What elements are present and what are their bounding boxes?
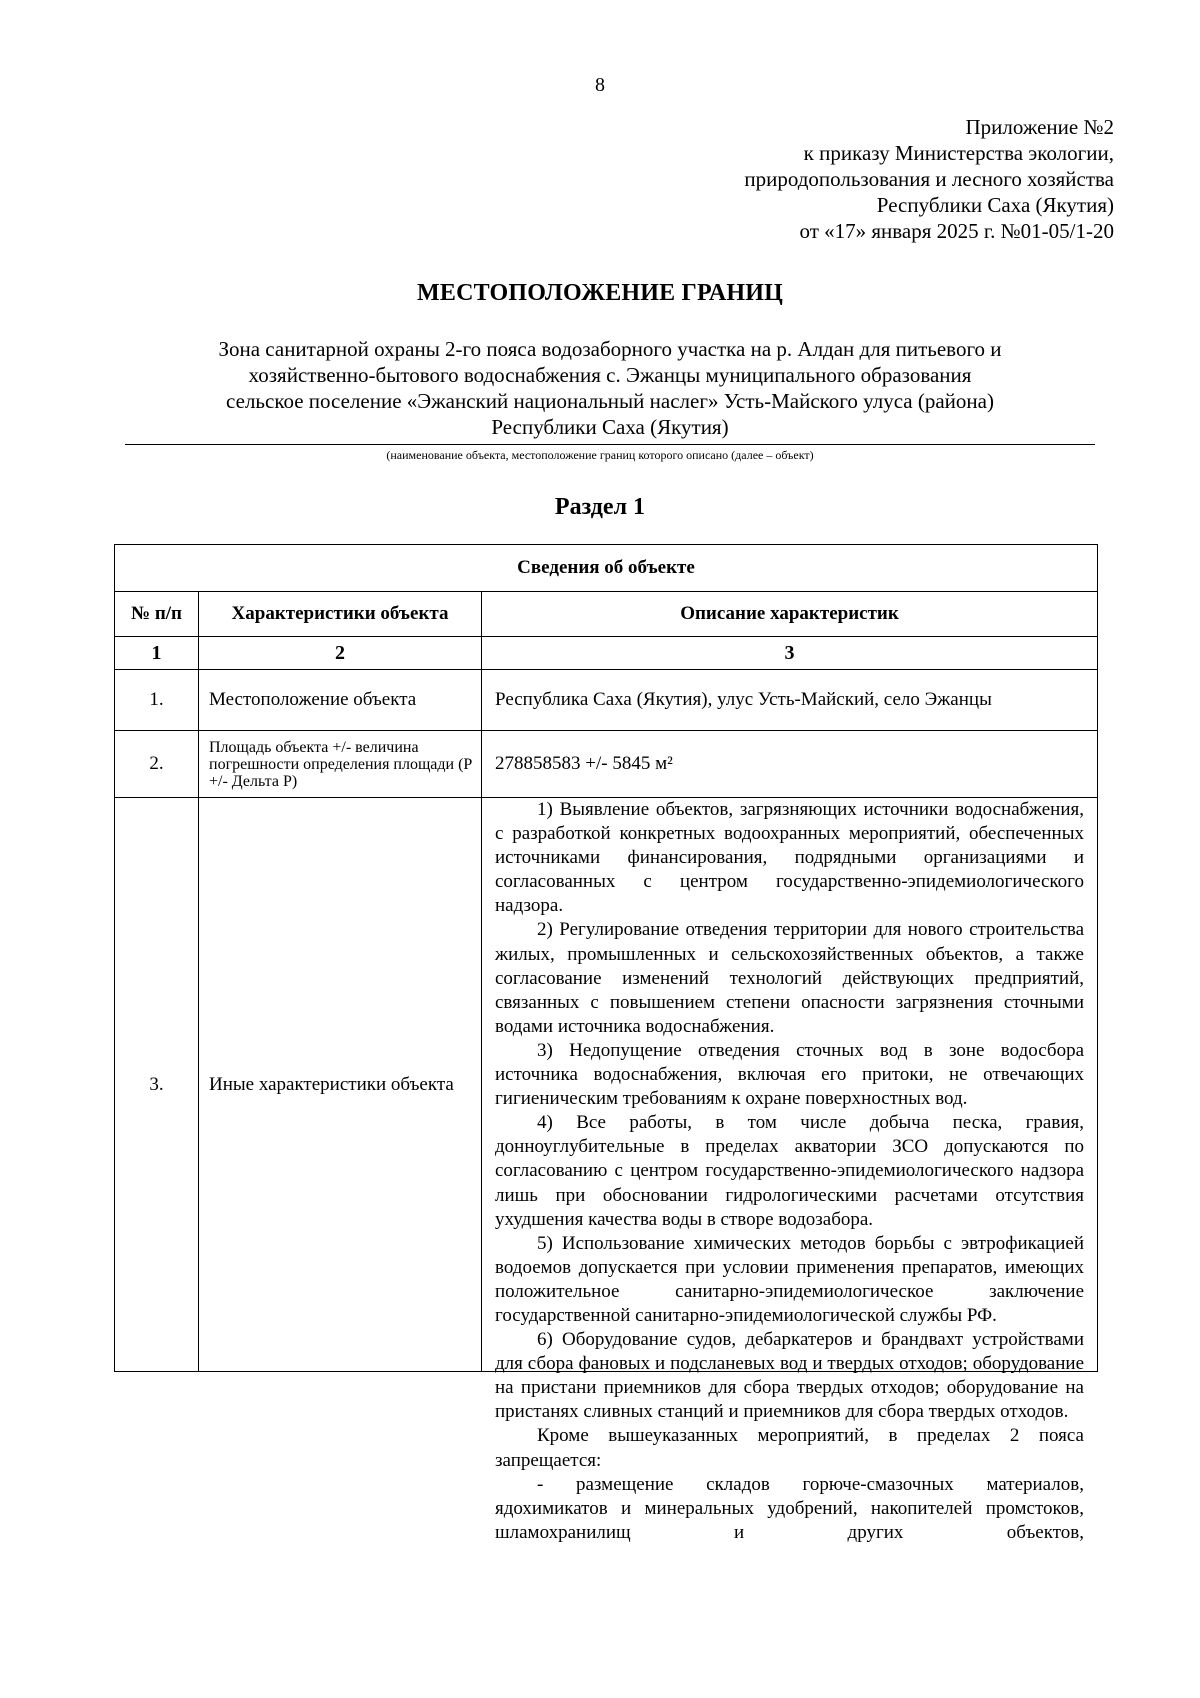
row-characteristic: Иные характеристики объекта bbox=[199, 798, 482, 1372]
appendix-line: к приказу Министерства экологии, bbox=[803, 141, 1114, 165]
object-info-table bbox=[114, 544, 1098, 1543]
measure-paragraph: 3) Недопущение отведения сточных вод в зоне водосбора источника водоснабжения, включая его притоки, не отвечающих гигиеническим требованиям к охране поверхностных вод. bbox=[495, 1039, 1084, 1110]
row-description bbox=[482, 798, 1098, 1543]
table-row bbox=[115, 731, 1098, 798]
appendix-line: Приложение №2 bbox=[965, 115, 1114, 139]
measures-text bbox=[495, 798, 1084, 1543]
page-number: 8 bbox=[595, 74, 605, 96]
measure-paragraph: 1) Выявление объектов, загрязняющих источники водоснабжения, с разработкой конкретных водоохранных мероприятий, обеспеченных источниками финансирования, подрядными организациями и согласованных с центром государственно-эпидемиологического надзора. bbox=[495, 799, 1084, 917]
row-number: 2. bbox=[115, 731, 199, 798]
column-number: 2 bbox=[199, 637, 482, 670]
column-number: 3 bbox=[482, 637, 1098, 670]
column-number-row bbox=[115, 637, 1098, 670]
measure-paragraph: 2) Регулирование отведения территории для нового строительства жилых, промышленных и сельскохозяйственных объектов, а также согласование изменений технологий действующих предприятий, связанных с повышением степени опасности загрязнения сточными водами источника водоснабжения. bbox=[495, 919, 1084, 1037]
table-row bbox=[115, 798, 1098, 1372]
section-title: Раздел 1 bbox=[554, 494, 646, 520]
object-name bbox=[125, 336, 1095, 440]
appendix-line: Республики Саха (Якутия) bbox=[876, 193, 1114, 217]
object-name-line: Республики Саха (Якутия) bbox=[491, 415, 729, 439]
object-name-line: хозяйственно-бытового водоснабжения с. Эжанцы муниципального образования bbox=[248, 363, 972, 387]
row-number: 1. bbox=[115, 670, 199, 731]
row-characteristic: Местоположение объекта bbox=[199, 670, 482, 731]
table-header-row bbox=[115, 592, 1098, 637]
object-name-underline bbox=[125, 444, 1095, 445]
header-characteristic: Характеристики объекта bbox=[199, 592, 482, 637]
row-number: 3. bbox=[115, 798, 199, 1372]
table-caption: Сведения об объекте bbox=[115, 545, 1098, 592]
table-caption-row bbox=[115, 545, 1098, 592]
measure-paragraph: 4) Все работы, в том числе добыча песка, гравия, донноуглубительные в пределах акватории ЗСО допускаются по согласованию с центром государственно-эпидемиологического надзора лишь при обосновании гидрологическими расчетами отсутствия ухудшения качества воды в створе водозабора. bbox=[495, 1112, 1084, 1230]
header-description: Описание характеристик bbox=[482, 592, 1098, 637]
row-description: Республика Саха (Якутия), улус Усть-Майский, село Эжанцы bbox=[482, 670, 1098, 731]
row-description: 278858583 +/- 5845 м² bbox=[482, 731, 1098, 798]
table-row bbox=[115, 670, 1098, 731]
column-number: 1 bbox=[115, 637, 199, 670]
appendix-line: от «17» января 2025 г. №01-05/1-20 bbox=[799, 219, 1114, 243]
measure-paragraph: - размещение складов горюче-смазочных материалов, ядохимикатов и минеральных удобрений, накопителей промстоков, шламохранилищ и других объектов, bbox=[495, 1473, 1084, 1543]
document-title: МЕСТОПОЛОЖЕНИЕ ГРАНИЦ bbox=[417, 280, 783, 306]
object-name-line: Зона санитарной охраны 2-го пояса водозаборного участка на р. Алдан для питьевого и bbox=[218, 337, 1002, 361]
measure-paragraph: 5) Использование химических методов борьбы с эвтрофикацией водоемов допускается при условии применения препаратов, имеющих положительное санитарно-эпидемиологическое заключение государственной санитарно-эпидемиологической службы РФ. bbox=[495, 1232, 1084, 1326]
appendix-line: природопользования и лесного хозяйства bbox=[744, 167, 1114, 191]
measure-paragraph: 6) Оборудование судов, дебаркатеров и брандвахт устройствами для сбора фановых и подсланевых вод и твердых отходов; оборудование на пристани приемников для сбора твердых отходов; оборудование на пристанях сливных станций и приемников для сбора твердых отходов. bbox=[495, 1329, 1084, 1423]
appendix-block bbox=[744, 114, 1114, 244]
object-name-line: сельское поселение «Эжанский национальный наслег» Усть-Майского улуса (района) bbox=[226, 389, 994, 413]
object-name-caption: (наименование объекта, местоположение границ которого описано (далее – объект) bbox=[386, 448, 814, 462]
measure-paragraph: Кроме вышеуказанных мероприятий, в пределах 2 пояса запрещается: bbox=[495, 1425, 1084, 1471]
header-number: № п/п bbox=[115, 592, 199, 637]
row-characteristic: Площадь объекта +/- величина погрешности определения площади (Р +/- Дельта Р) bbox=[199, 731, 482, 798]
